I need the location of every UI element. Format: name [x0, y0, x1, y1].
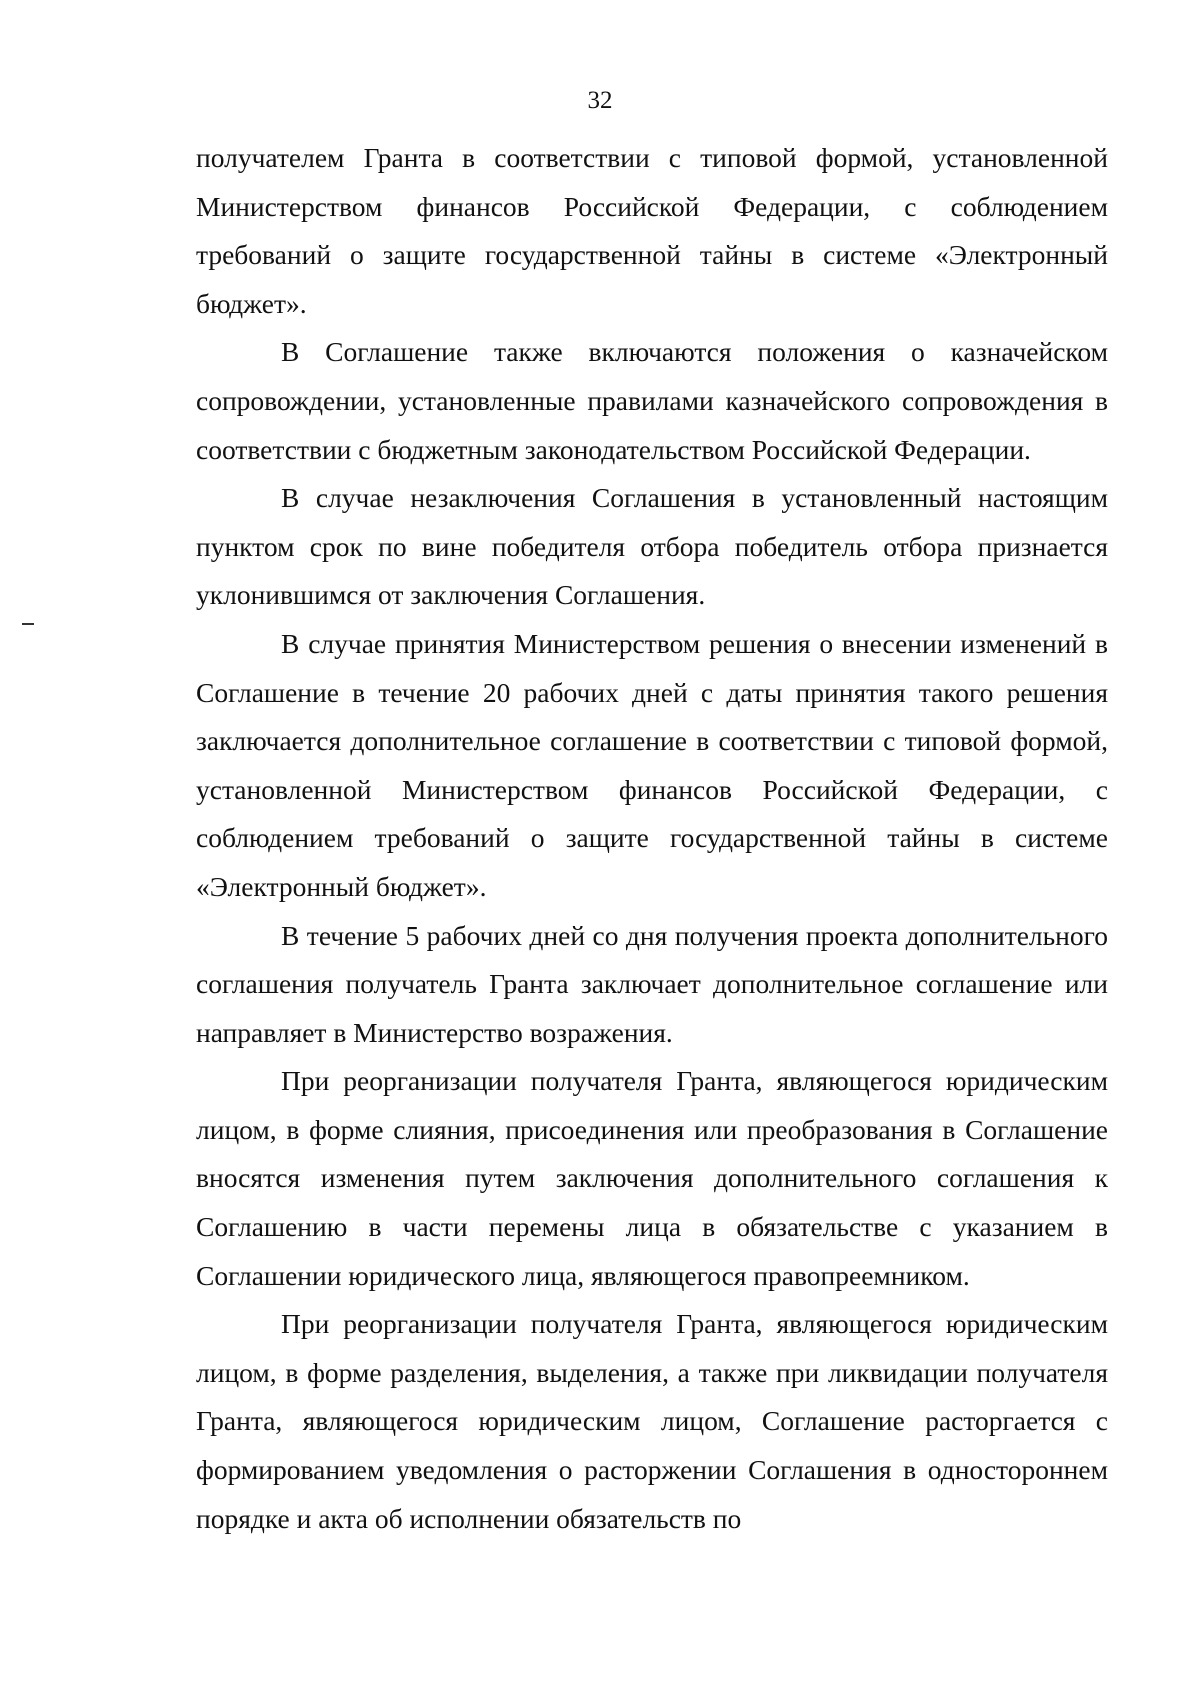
paragraph-amendments: В случае принятия Министерством решения о внесении изменений в Соглашение в течение 20 рабочих дней с даты принятия такого решения заключается дополнительное соглашение в соответствии с типовой формой, установленной Министерством финансов Российской Федерации, с соблюдением требований о защите государственной тайны в системе «Электронный бюджет».: [196, 627, 1108, 902]
page-number: 32: [587, 87, 613, 114]
paragraph-non-conclusion: В случае незаключения Соглашения в установленный настоящим пунктом срок по вине победителя отбора победитель отбора признается уклонившимся от заключения Соглашения.: [196, 482, 1108, 611]
document-body: [196, 134, 1108, 1543]
paragraph-treasury-support: В Соглашение также включаются положения о казначейском сопровождении, установленные правилами казначейского сопровождения в соответствии с бюджетным законодательством Российской Федерации.: [196, 336, 1108, 465]
margin-mark: [22, 623, 34, 625]
paragraph-reorganization-merger: При реорганизации получателя Гранта, являющегося юридическим лицом, в форме слияния, присоединения или преобразования в Соглашение вносятся изменения путем заключения дополнительного соглашения к Соглашению в части перемены лица в обязательстве с указанием в Соглашении юридического лица, являющегося правопреемником.: [196, 1065, 1108, 1291]
paragraph-reorganization-division: При реорганизации получателя Гранта, являющегося юридическим лицом, в форме разделения, выделения, а также при ликвидации получателя Гранта, являющегося юридическим лицом, Соглашение расторгается с формированием уведомления о расторжении Соглашения в одностороннем порядке и акта об исполнении обязательств по: [196, 1308, 1108, 1534]
paragraph-additional-agreement: В течение 5 рабочих дней со дня получения проекта дополнительного соглашения получатель Гранта заключает дополнительное соглашение или направляет в Министерство возражения.: [196, 919, 1108, 1048]
paragraph-continuation: получателем Гранта в соответствии с типовой формой, установленной Министерством финансов Российской Федерации, с соблюдением требований о защите государственной тайны в системе «Электронный бюджет».: [196, 142, 1108, 319]
